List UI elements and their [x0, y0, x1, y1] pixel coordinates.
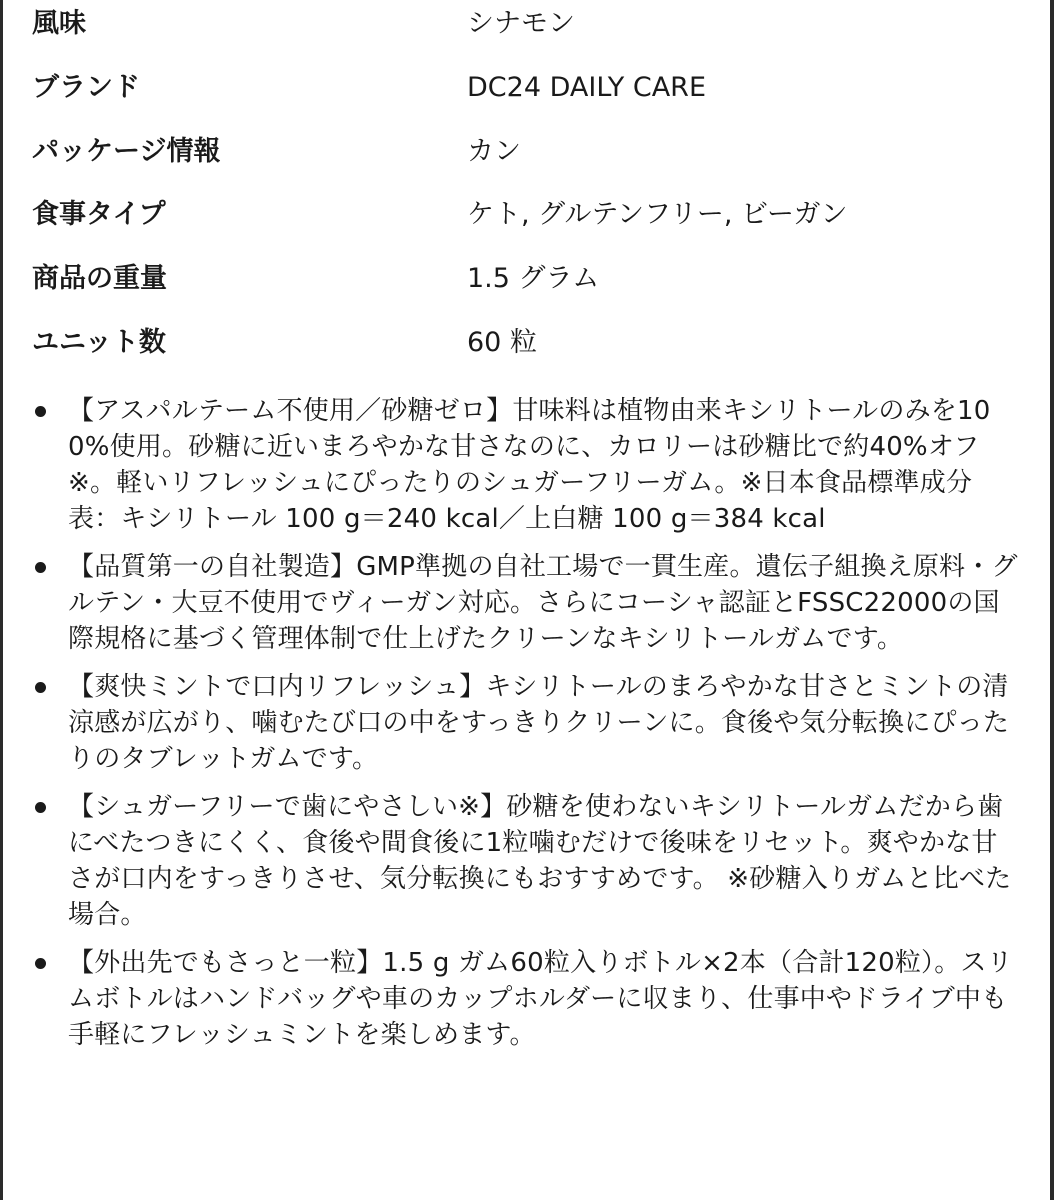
- bullet-dot-icon: [35, 682, 46, 693]
- feature-bullet-text: 【爽快ミントで口内リフレッシュ】キシリトールのまろやかな甘さとミントの清涼感が広がり、噛むたび口の中をすっきりクリーンに。食後や気分転換にぴったりのタブレットガムです。: [68, 672, 1010, 774]
- spec-row-unit-count: [32, 319, 1022, 383]
- feature-bullet-list: [30, 393, 1020, 1065]
- spec-value: シナモン: [467, 8, 575, 39]
- feature-bullet-text: 【アスパルテーム不使用／砂糖ゼロ】甘味料は植物由来キシリトールのみを100%使用。砂糖に近いまろやかな甘さなのに、カロリーは砂糖比で約40%オフ※。軽いリフレッシュにぴったりのシュガーフリーガム。※日本食品標準成分表：キシリトール 100 g＝240 kcal／上白糖 100 g＝384 kcal: [68, 396, 991, 534]
- feature-bullet: [30, 669, 1020, 777]
- feature-bullet: [30, 945, 1020, 1053]
- spec-row-weight: [32, 255, 1022, 319]
- spec-value: 1.5 グラム: [467, 263, 600, 295]
- spec-label: パッケージ情報: [32, 135, 221, 167]
- right-border: [1050, 0, 1054, 1200]
- feature-bullet: [30, 549, 1020, 657]
- bullet-dot-icon: [35, 562, 46, 573]
- spec-label: 商品の重量: [32, 263, 167, 295]
- feature-bullet-text: 【シュガーフリーで歯にやさしい※】砂糖を使わないキシリトールガムだから歯にべたつきにくく、食後や間食後に1粒噛むだけで後味をリセット。爽やかな甘さが口内をすっきりさせ、気分転換にもおすすめです。 ※砂糖入りガムと比べた場合。: [68, 792, 1012, 930]
- feature-bullet: [30, 789, 1020, 933]
- spec-value: ケト, グルテンフリー, ビーガン: [467, 199, 848, 231]
- spec-value: カン: [467, 135, 521, 167]
- spec-label: 食事タイプ: [32, 199, 166, 231]
- bullet-dot-icon: [35, 958, 46, 969]
- feature-bullet-text: 【品質第一の自社製造】GMP準拠の自社工場で一貫生産。遺伝子組換え原料・グルテン・大豆不使用でヴィーガン対応。さらにコーシャ認証とFSSC22000の国際規格に基づく管理体制で仕上げたクリーンなキシリトールガムです。: [68, 552, 1018, 654]
- spec-label: 風味: [32, 8, 86, 39]
- spec-value: 60 粒: [467, 326, 537, 358]
- feature-bullet-text: 【外出先でもさっと一粒】1.5 g ガム60粒入りボトル×2本（合計120粒）。スリムボトルはハンドバッグや車のカップホルダーに収まり、仕事中やドライブ中も手軽にフレッシュミントを楽しめます。: [68, 948, 1013, 1050]
- spec-value: DC24 DAILY CARE: [467, 71, 707, 103]
- spec-row-diet-type: [32, 191, 1022, 255]
- bullet-dot-icon: [35, 802, 46, 813]
- product-spec-table: [32, 0, 1022, 383]
- spec-label: ユニット数: [32, 326, 166, 358]
- left-border: [0, 0, 3, 1200]
- spec-row-package: [32, 128, 1022, 192]
- spec-label: ブランド: [32, 71, 140, 103]
- bullet-dot-icon: [35, 406, 46, 417]
- spec-row-brand: [32, 64, 1022, 128]
- feature-bullet: [30, 393, 1020, 537]
- spec-row-flavor: [32, 0, 1022, 64]
